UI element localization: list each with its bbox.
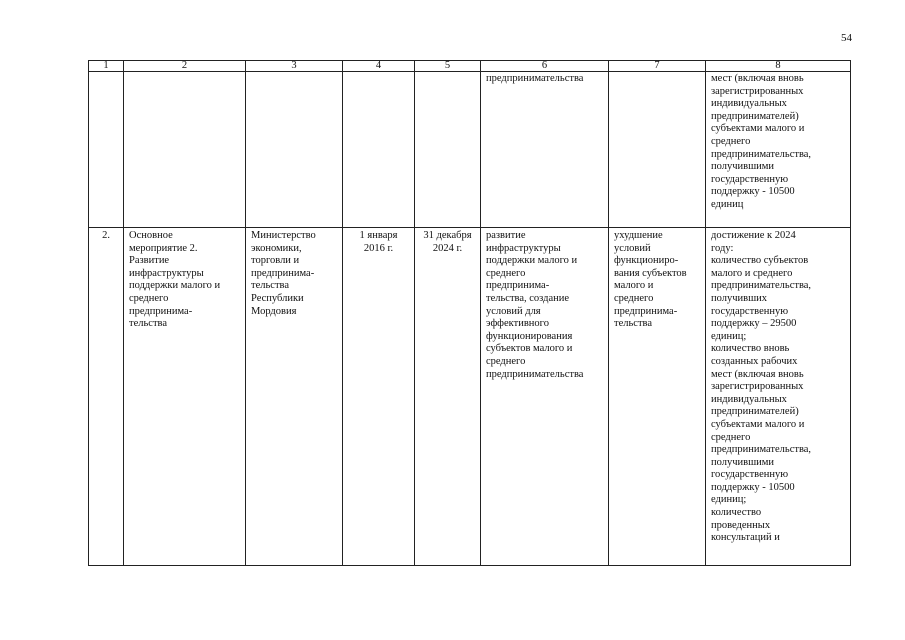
row-number-cell: 2. [89,228,124,566]
end-date-cell [415,72,481,228]
column-number-header-row [89,61,851,72]
column-header-6: 6 [481,61,609,72]
start-date-cell: 1 января 2016 г. [343,228,415,566]
executor-cell [246,72,343,228]
expected-result-cell: развитие инфраструктуры поддержки малого и среднего предпринима- тельства, создание условий для эффективного функционирования субъектов малого и среднего предпринимательства [481,228,609,566]
row-number-cell [89,72,124,228]
executor-cell: Министерство экономики, торговли и предпринима- тельства Республики Мордовия [246,228,343,566]
column-header-8: 8 [706,61,851,72]
indicators-cell: мест (включая вновь зарегистрированных индивидуальных предпринимателей) субъектами малого и среднего предпринимательства, получившими государственную поддержку - 10500 единиц [706,72,851,228]
expected-result-cell: предпринимательства [481,72,609,228]
column-header-1: 1 [89,61,124,72]
start-date-cell [343,72,415,228]
column-header-2: 2 [124,61,246,72]
measures-table [88,60,851,566]
measure-name-cell: Основное мероприятие 2. Развитие инфраструктуры поддержки малого и среднего предпринима- тельства [124,228,246,566]
table-row [89,72,851,228]
table-row [89,228,851,566]
consequence-cell: ухудшение условий функциониро- вания субъектов малого и среднего предпринима- тельства [609,228,706,566]
page-number: 54 [841,32,852,44]
end-date-cell: 31 декабря 2024 г. [415,228,481,566]
column-header-5: 5 [415,61,481,72]
column-header-7: 7 [609,61,706,72]
consequence-cell [609,72,706,228]
column-header-4: 4 [343,61,415,72]
indicators-cell: достижение к 2024 году: количество субъектов малого и среднего предпринимательства, получивших государственную поддержку – 29500 единиц; количество вновь созданных рабочих мест (включая вновь зарегистрированных индивидуальных предпринимателей) субъектами малого и среднего предпринимательства, получившими государственную поддержку - 10500 единиц; количество проведенных консультаций и [706,228,851,566]
measure-name-cell [124,72,246,228]
column-header-3: 3 [246,61,343,72]
